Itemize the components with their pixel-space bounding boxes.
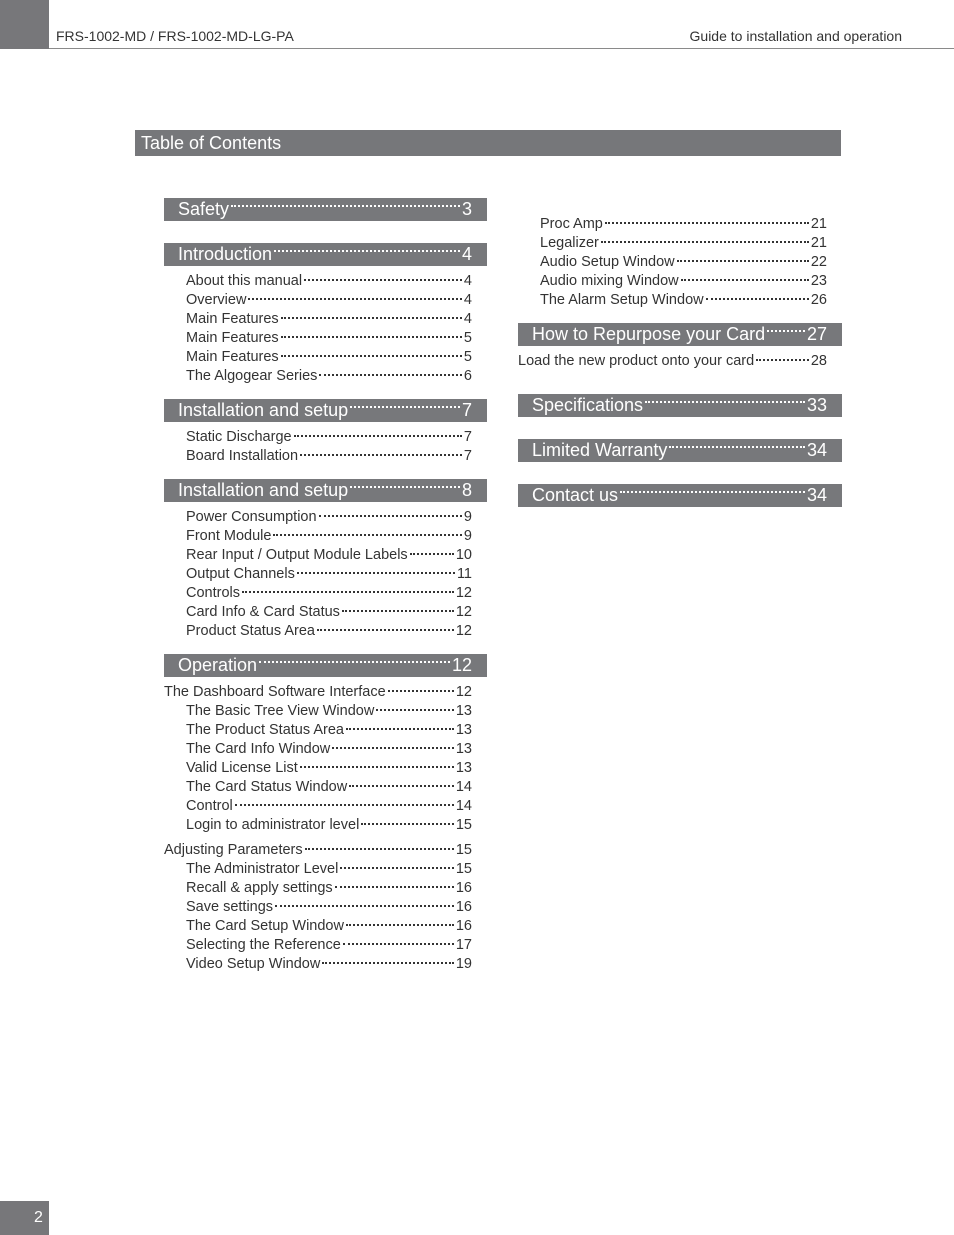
entry-page: 26	[810, 292, 827, 308]
toc-entry[interactable]	[164, 861, 487, 880]
dot-leader	[242, 591, 454, 593]
section-title: Installation and setup	[178, 480, 349, 500]
entry-title: The Card Status Window	[186, 779, 348, 795]
entry-page: 21	[810, 235, 827, 251]
toc-entry[interactable]	[164, 899, 487, 918]
section-page: 27	[806, 324, 827, 344]
dot-leader	[349, 785, 454, 787]
dot-leader	[248, 298, 461, 300]
dot-leader	[294, 435, 462, 437]
entry-page: 16	[455, 880, 472, 896]
entry-title: Static Discharge	[186, 429, 292, 445]
dot-leader	[410, 553, 454, 555]
toc-right-column	[518, 216, 842, 514]
dot-leader	[342, 610, 454, 612]
dot-leader	[645, 401, 805, 403]
toc-entry-group[interactable]	[518, 353, 842, 372]
toc-entry[interactable]	[164, 311, 487, 330]
dot-leader	[332, 747, 454, 749]
entry-page: 12	[455, 684, 472, 700]
dot-leader	[335, 886, 454, 888]
toc-entry[interactable]	[164, 741, 487, 760]
entry-page: 15	[455, 842, 472, 858]
dot-leader	[350, 486, 460, 488]
section-title: Operation	[178, 655, 258, 675]
dot-leader	[620, 491, 805, 493]
entry-title: Main Features	[186, 349, 279, 365]
toc-entry[interactable]	[164, 817, 487, 836]
toc-section-introduction[interactable]	[164, 243, 487, 266]
entry-page: 14	[455, 798, 472, 814]
dot-leader	[273, 534, 461, 536]
entry-page: 6	[463, 368, 472, 384]
entry-title: Adjusting Parameters	[164, 842, 303, 858]
toc-section-specifications[interactable]	[518, 394, 842, 417]
toc-entry[interactable]	[164, 368, 487, 387]
entry-title: Load the new product onto your card	[518, 353, 755, 369]
entry-page: 16	[455, 899, 472, 915]
entry-title: Save settings	[186, 899, 274, 915]
toc-section-installation-7[interactable]	[164, 399, 487, 422]
entry-title: Audio mixing Window	[540, 273, 679, 289]
dot-leader	[756, 359, 809, 361]
toc-section-warranty[interactable]	[518, 439, 842, 462]
toc-entry[interactable]	[164, 349, 487, 368]
toc-entry[interactable]	[164, 429, 487, 448]
toc-entry[interactable]	[164, 330, 487, 349]
entry-page: 4	[463, 292, 472, 308]
entry-title: Rear Input / Output Module Labels	[186, 547, 408, 563]
toc-entry[interactable]	[164, 703, 487, 722]
entry-page: 14	[455, 779, 472, 795]
entry-page: 13	[455, 722, 472, 738]
section-page: 33	[806, 395, 827, 415]
dot-leader	[681, 279, 809, 281]
dot-leader	[231, 205, 460, 207]
entry-title: Card Info & Card Status	[186, 604, 340, 620]
entry-title: The Card Info Window	[186, 741, 331, 757]
toc-entry[interactable]	[164, 918, 487, 937]
toc-entry[interactable]	[164, 779, 487, 798]
section-page: 8	[461, 480, 472, 500]
entry-title: The Card Setup Window	[186, 918, 344, 934]
entry-page: 10	[455, 547, 472, 563]
entry-page: 16	[455, 918, 472, 934]
dot-leader	[281, 317, 462, 319]
entry-title: Front Module	[186, 528, 272, 544]
toc-entry[interactable]	[164, 604, 487, 623]
toc-section-installation-8[interactable]	[164, 479, 487, 502]
entry-title: Power Consumption	[186, 509, 317, 525]
entry-page: 11	[456, 566, 472, 582]
entry-page: 15	[455, 861, 472, 877]
section-title: Contact us	[532, 485, 619, 505]
toc-entry[interactable]	[164, 798, 487, 817]
toc-entry[interactable]	[164, 509, 487, 528]
entry-page: 21	[810, 216, 827, 232]
toc-entry[interactable]	[164, 566, 487, 585]
entry-page: 15	[455, 817, 472, 833]
entry-page: 4	[463, 311, 472, 327]
dot-leader	[300, 766, 454, 768]
section-title: Limited Warranty	[532, 440, 668, 460]
dot-leader	[281, 355, 462, 357]
entry-title: Controls	[186, 585, 240, 601]
entry-title: Main Features	[186, 330, 279, 346]
toc-entry[interactable]	[518, 216, 842, 235]
entry-title: Valid License List	[186, 760, 298, 776]
toc-section-operation[interactable]	[164, 654, 487, 677]
section-title: Specifications	[532, 395, 644, 415]
header-rule	[49, 48, 954, 49]
entry-page: 7	[463, 448, 472, 464]
dot-leader	[274, 250, 460, 252]
entry-title: The Basic Tree View Window	[186, 703, 375, 719]
toc-left-column	[164, 198, 487, 975]
entry-title: Video Setup Window	[186, 956, 321, 972]
entry-page: 4	[463, 273, 472, 289]
dot-leader	[340, 867, 454, 869]
entry-page: 12	[455, 604, 472, 620]
entry-page: 12	[455, 623, 472, 639]
dot-leader	[317, 629, 454, 631]
entry-page: 13	[455, 760, 472, 776]
section-page: 34	[806, 440, 827, 460]
section-title: Introduction	[178, 244, 273, 264]
toc-entry[interactable]	[164, 273, 487, 292]
dot-leader	[376, 709, 454, 711]
header-product-name: FRS-1002-MD / FRS-1002-MD-LG-PA	[56, 28, 294, 44]
entry-title: Recall & apply settings	[186, 880, 333, 896]
toc-entry[interactable]	[164, 528, 487, 547]
section-title: Installation and setup	[178, 400, 349, 420]
entry-page: 23	[810, 273, 827, 289]
entry-title: The Algogear Series	[186, 368, 318, 384]
toc-title-bar: Table of Contents	[135, 130, 841, 156]
section-page: 12	[451, 655, 472, 675]
toc-entry[interactable]	[164, 585, 487, 604]
dot-leader	[305, 848, 454, 850]
dot-leader	[281, 336, 462, 338]
section-page: 7	[461, 400, 472, 420]
toc-entry[interactable]	[518, 254, 842, 273]
toc-entry[interactable]	[164, 937, 487, 956]
entry-page: 5	[463, 330, 472, 346]
toc-entry[interactable]	[518, 292, 842, 311]
entry-title: Control	[186, 798, 233, 814]
toc-entry[interactable]	[164, 956, 487, 975]
toc-entry[interactable]	[518, 273, 842, 292]
section-title: Safety	[178, 199, 230, 219]
entry-page: 7	[463, 429, 472, 445]
dot-leader	[677, 260, 809, 262]
entry-page: 5	[463, 349, 472, 365]
entry-title: Legalizer	[540, 235, 599, 251]
toc-section-contact[interactable]	[518, 484, 842, 507]
entry-title: Board Installation	[186, 448, 299, 464]
entry-title: The Product Status Area	[186, 722, 344, 738]
entry-page: 13	[455, 741, 472, 757]
dot-leader	[343, 943, 454, 945]
dot-leader	[767, 330, 805, 332]
toc-section-repurpose[interactable]	[518, 323, 842, 346]
toc-entry[interactable]	[164, 722, 487, 741]
entry-title: The Administrator Level	[186, 861, 339, 877]
toc-entry[interactable]	[164, 760, 487, 779]
toc-entry-group[interactable]	[164, 842, 487, 861]
dot-leader	[259, 661, 450, 663]
header-guide-title: Guide to installation and operation	[689, 28, 902, 44]
entry-page: 13	[455, 703, 472, 719]
header-corner-block	[0, 0, 49, 49]
entry-title: Selecting the Reference	[186, 937, 341, 953]
toc-entry[interactable]	[164, 547, 487, 566]
entry-page: 9	[463, 509, 472, 525]
entry-title: Login to administrator level	[186, 817, 360, 833]
dot-leader	[275, 905, 454, 907]
dot-leader	[319, 374, 462, 376]
entry-title: The Dashboard Software Interface	[164, 684, 386, 700]
section-title: How to Repurpose your Card	[532, 324, 766, 344]
entry-title: The Alarm Setup Window	[540, 292, 704, 308]
section-page: 34	[806, 485, 827, 505]
entry-title: Main Features	[186, 311, 279, 327]
entry-title: Overview	[186, 292, 247, 308]
entry-page: 22	[810, 254, 827, 270]
toc-entry[interactable]	[164, 292, 487, 311]
entry-page: 17	[455, 937, 472, 953]
toc-section-safety[interactable]	[164, 198, 487, 221]
dot-leader	[706, 298, 809, 300]
toc-entry-group[interactable]	[164, 684, 487, 703]
dot-leader	[361, 823, 454, 825]
entry-page: 19	[455, 956, 472, 972]
dot-leader	[322, 962, 454, 964]
section-page: 3	[461, 199, 472, 219]
dot-leader	[346, 924, 454, 926]
section-page: 4	[461, 244, 472, 264]
entry-title: Output Channels	[186, 566, 295, 582]
entry-page: 28	[810, 353, 827, 369]
dot-leader	[319, 515, 462, 517]
toc-entry[interactable]	[518, 235, 842, 254]
dot-leader	[235, 804, 454, 806]
dot-leader	[388, 690, 454, 692]
dot-leader	[669, 446, 805, 448]
dot-leader	[297, 572, 455, 574]
dot-leader	[350, 406, 460, 408]
dot-leader	[601, 241, 809, 243]
entry-page: 9	[463, 528, 472, 544]
entry-title: Audio Setup Window	[540, 254, 675, 270]
entry-title: About this manual	[186, 273, 303, 289]
dot-leader	[605, 222, 809, 224]
toc-entry[interactable]	[164, 448, 487, 467]
dot-leader	[300, 454, 462, 456]
entry-title: Proc Amp	[540, 216, 603, 232]
dot-leader	[304, 279, 462, 281]
entry-page: 12	[455, 585, 472, 601]
dot-leader	[346, 728, 454, 730]
toc-entry[interactable]	[164, 880, 487, 899]
page-number: 2	[34, 1209, 43, 1226]
toc-entry[interactable]	[164, 623, 487, 642]
entry-title: Product Status Area	[186, 623, 315, 639]
